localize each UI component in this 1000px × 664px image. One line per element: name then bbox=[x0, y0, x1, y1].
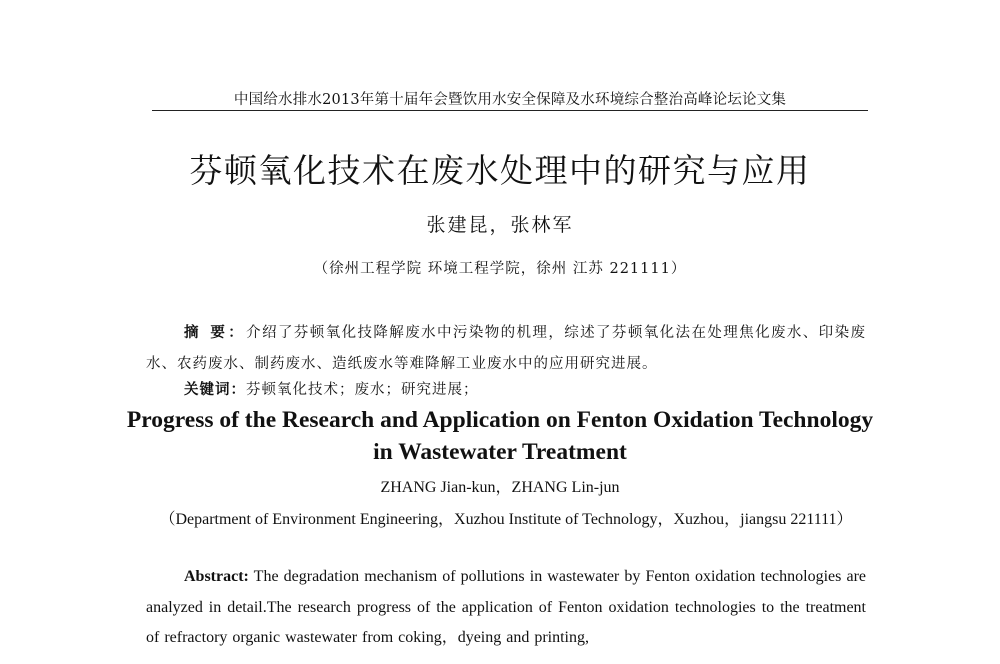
chinese-affiliation: （徐州工程学院 环境工程学院，徐州 江苏 221111） bbox=[313, 261, 687, 277]
english-abstract-label: Abstract: bbox=[184, 568, 249, 585]
chinese-keywords-text: 芬顿氧化技术；废水；研究进展； bbox=[246, 382, 479, 398]
chinese-title: 芬顿氧化技术在废水处理中的研究与应用 bbox=[189, 151, 811, 190]
chinese-authors: 张建昆，张林军 bbox=[426, 214, 574, 236]
chinese-abstract-text: 介绍了芬顿氧化技降解废水中污染物的机理，综述了芬顿氧化法在处理焦化废水、印染废水、农药废水、制药废水、造纸废水等难降解工业废水中的应用研究进展。 bbox=[146, 325, 866, 372]
chinese-keywords bbox=[184, 378, 864, 399]
running-header: 中国给水排水2013年第十届年会暨饮用水安全保障及水环境综合整治高峰论坛论文集 bbox=[233, 92, 787, 108]
english-authors: ZHANG Jian-kun，ZHANG Lin-jun bbox=[380, 479, 620, 496]
english-affiliation: （Department of Environment Engineering，Xuzhou Institute of Technology，Xuzhou，jiangsu 221111） bbox=[159, 511, 853, 528]
english-abstract bbox=[146, 562, 866, 654]
english-abstract-text: The degradation mechanism of pollutions in wastewater by Fenton oxidation technologies are analyzed in detail.The research progress of the application of Fenton oxidation technologies to the treatment of refractory organic wastewater from coking，dyeing and printing, bbox=[146, 568, 866, 646]
english-title: Progress of the Research and Application on Fenton Oxidation Technology in Wastewater Treatment bbox=[126, 407, 874, 465]
chinese-keywords-label: 关键词： bbox=[184, 381, 246, 398]
header-rule bbox=[152, 110, 868, 111]
chinese-abstract bbox=[146, 317, 866, 380]
chinese-abstract-label: 摘 要： bbox=[184, 324, 247, 341]
